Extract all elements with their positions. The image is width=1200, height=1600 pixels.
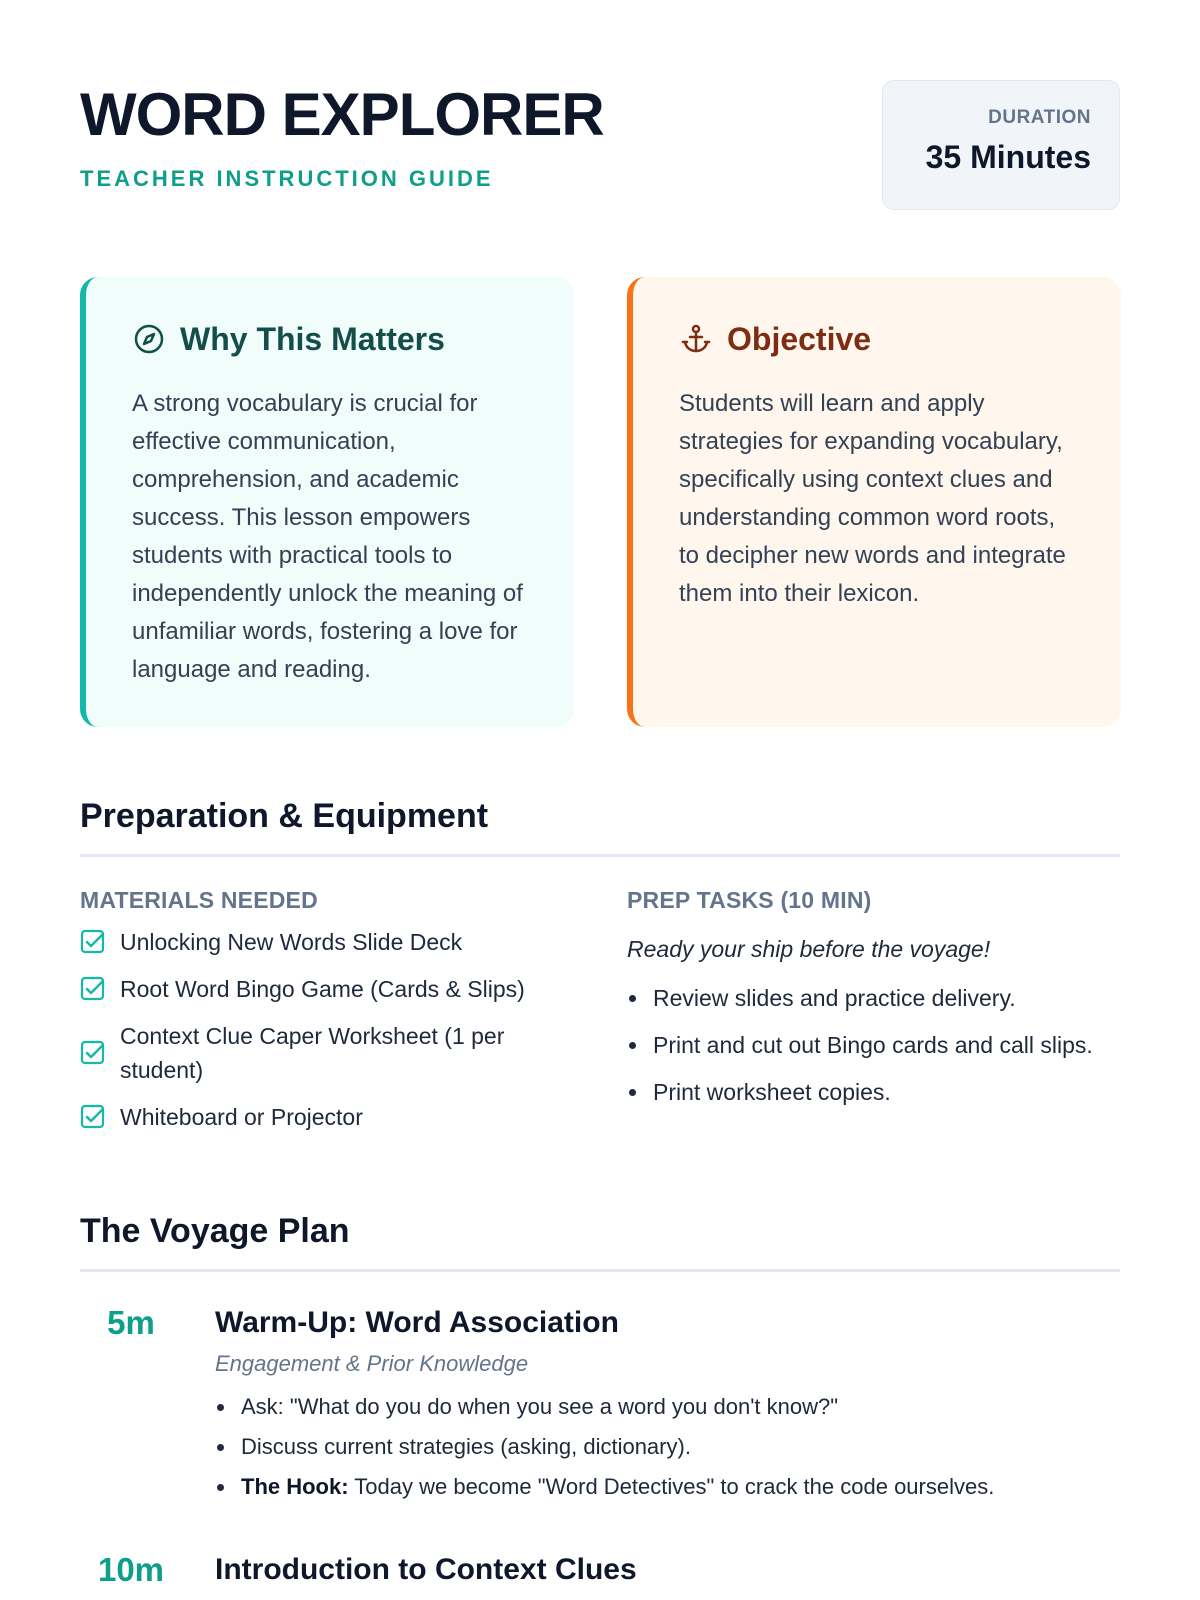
step-title: Warm-Up: Word Association	[215, 1306, 619, 1339]
step-time: 10m	[97, 1551, 165, 1588]
step-item-hook	[215, 1470, 1120, 1504]
prep-note: Ready your ship before the voyage!	[627, 936, 991, 962]
objective-card-header	[679, 317, 1081, 361]
preparation-title: Preparation & Equipment	[80, 797, 489, 835]
intro-cards	[80, 277, 1120, 727]
checkbox-icon	[80, 1104, 106, 1130]
why-card-title: Why This Matters	[180, 321, 445, 357]
checkbox-icon	[80, 976, 106, 1002]
prep-tasks-list	[627, 981, 1117, 1109]
hook-text: Today we become "Word Detectives" to crack the code ourselves.	[348, 1474, 995, 1499]
duration-label: DURATION	[988, 107, 1091, 128]
material-item	[80, 1019, 570, 1087]
duration-badge	[882, 80, 1120, 210]
materials-column	[80, 885, 570, 1147]
objective-card-title: Objective	[727, 321, 872, 357]
step-subtitle: Engagement & Prior Knowledge	[215, 1351, 529, 1376]
material-item	[80, 925, 570, 959]
anchor-icon	[679, 322, 713, 356]
step-title: Introduction to Context Clues	[215, 1553, 637, 1586]
material-text: Root Word Bingo Game (Cards & Slips)	[120, 976, 525, 1002]
lesson-guide-page	[80, 0, 1120, 1600]
why-card-text: A strong vocabulary is crucial for effective communication, comprehension, and academic success. This lesson empowers students with practical tools to independently unlock the meaning of unfamiliar words, fostering a love for language and reading.	[132, 390, 523, 683]
step-body	[215, 1302, 1120, 1510]
material-text: Context Clue Caper Worksheet (1 per student)	[120, 1023, 505, 1083]
objective-card-text: Students will learn and apply strategies for expanding vocabulary, specifically using context clues and understanding common word roots, to decipher new words and integrate them into their lexicon.	[679, 390, 1066, 607]
step-time: 5m	[107, 1304, 155, 1341]
material-text: Whiteboard or Projector	[120, 1104, 363, 1130]
material-item	[80, 972, 570, 1006]
hook-label: The Hook:	[241, 1474, 349, 1499]
materials-list	[80, 925, 570, 1134]
material-item	[80, 1100, 570, 1134]
voyage-section-header	[80, 1208, 1120, 1272]
material-text: Unlocking New Words Slide Deck	[120, 929, 463, 955]
prep-tasks-column	[627, 885, 1117, 1122]
page-subtitle: TEACHER INSTRUCTION GUIDE	[80, 166, 494, 191]
objective-card	[627, 277, 1121, 727]
duration-value: 35 Minutes	[925, 139, 1091, 175]
prep-tasks-label: PREP TASKS (10 MIN)	[627, 887, 872, 913]
compass-icon	[132, 322, 166, 356]
prep-task-item: Review slides and practice delivery.	[627, 981, 1117, 1015]
why-this-matters-card	[80, 277, 574, 727]
why-card-header	[132, 317, 534, 361]
prep-task-item: Print worksheet copies.	[627, 1075, 1117, 1109]
checkbox-icon	[80, 1040, 106, 1066]
step-list	[215, 1390, 1120, 1504]
header	[80, 80, 1120, 210]
prep-task-item: Print and cut out Bingo cards and call slips.	[627, 1028, 1117, 1062]
checkbox-icon	[80, 929, 106, 955]
step-item: Discuss current strategies (asking, dictionary).	[215, 1430, 1120, 1464]
step-item: Ask: "What do you do when you see a word you don't know?"	[215, 1390, 1120, 1424]
voyage-title: The Voyage Plan	[80, 1212, 350, 1250]
preparation-section-header	[80, 793, 1120, 857]
page-title: WORD EXPLORER	[80, 81, 604, 148]
step-body	[215, 1549, 1120, 1591]
materials-label: MATERIALS NEEDED	[80, 887, 318, 913]
